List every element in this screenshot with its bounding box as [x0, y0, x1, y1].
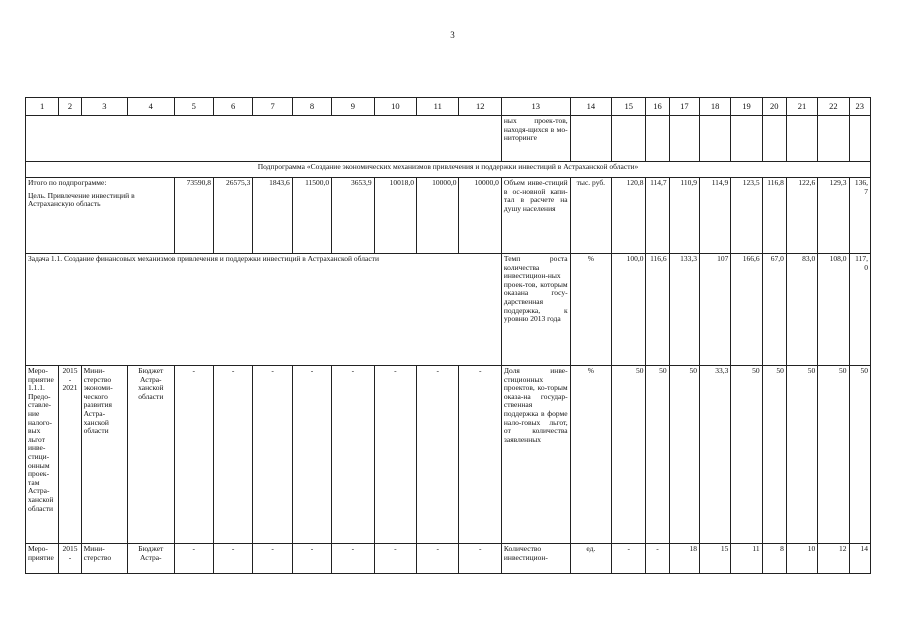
column-header: 16	[646, 98, 669, 116]
total-label-cell	[26, 178, 175, 254]
indicator-value: 18	[669, 544, 699, 574]
indicator-cell: ных проек-тов, находя-щихся в мо-ниторинге	[501, 116, 570, 162]
indicator-value: 133,3	[669, 254, 699, 366]
total-row	[26, 178, 871, 254]
indicator-value: -	[646, 544, 669, 574]
measure-years: 2015 - 2021	[59, 366, 81, 544]
measure-value: -	[459, 366, 501, 544]
column-header: 17	[669, 98, 699, 116]
indicator-value: 116,6	[646, 254, 669, 366]
measure-value: -	[174, 366, 213, 544]
indicator-value: 50	[612, 366, 646, 544]
header-row	[26, 98, 871, 116]
measure-value: -	[374, 366, 416, 544]
measure-value: -	[213, 544, 252, 574]
indicator-value: 116,8	[762, 178, 786, 254]
indicator-cell: Количество инвестицион-	[501, 544, 570, 574]
column-header: 15	[612, 98, 646, 116]
total-value: 26575,3	[213, 178, 252, 254]
indicator-value: 11	[731, 544, 762, 574]
measure-value: -	[253, 544, 292, 574]
indicator-value: 50	[818, 366, 849, 544]
column-header: 1	[26, 98, 59, 116]
column-header: 22	[818, 98, 849, 116]
measure-value: -	[292, 366, 331, 544]
total-value: 1843,6	[253, 178, 292, 254]
total-value: 10018,0	[374, 178, 416, 254]
indicator-value: 14	[849, 544, 870, 574]
indicator-value: 107	[699, 254, 730, 366]
column-header: 20	[762, 98, 786, 116]
indicator-value: 83,0	[786, 254, 817, 366]
column-header: 5	[174, 98, 213, 116]
indicator-value: 122,6	[786, 178, 817, 254]
subprogram-title: Подпрограмма «Создание экономических механизмов привлечения и поддержки инвестиций в Астраханской области»	[26, 162, 871, 178]
measure-value: -	[292, 544, 331, 574]
measure-value: -	[417, 366, 459, 544]
continuation-row	[26, 116, 871, 162]
measure-value: -	[374, 544, 416, 574]
column-header: 14	[570, 98, 611, 116]
indicator-value: 8	[762, 544, 786, 574]
total-value: 10000,0	[417, 178, 459, 254]
measure-row	[26, 544, 871, 574]
measure-value: -	[213, 366, 252, 544]
indicator-cell: Доля инве-стиционных проектов, ко-торым оказа-на государ-ственная поддержка в форме нало-говых льгот, от количества заявленных	[501, 366, 570, 544]
column-header: 19	[731, 98, 762, 116]
total-label: Итого по подпрограмме:	[28, 178, 107, 187]
total-value: 11500,0	[292, 178, 331, 254]
indicator-value: 50	[731, 366, 762, 544]
indicator-value: 50	[762, 366, 786, 544]
column-header: 23	[849, 98, 870, 116]
empty-cell	[26, 116, 502, 162]
indicator-value: 129,3	[818, 178, 849, 254]
column-header: 7	[253, 98, 292, 116]
indicator-value: 50	[849, 366, 870, 544]
indicator-value: 67,0	[762, 254, 786, 366]
indicator-value: 33,3	[699, 366, 730, 544]
column-header: 18	[699, 98, 730, 116]
indicator-value: 10	[786, 544, 817, 574]
program-table	[25, 97, 871, 574]
indicator-value: 50	[646, 366, 669, 544]
column-header: 9	[332, 98, 374, 116]
column-header: 12	[459, 98, 501, 116]
measure-name: Меро-приятие 1.1.1. Предо-ставле-ние налого-вых льгот инве-стици-онным проек-там Астра-ханской области	[26, 366, 59, 544]
measure-years: 2015 -	[59, 544, 81, 574]
measure-value: -	[459, 544, 501, 574]
measure-value: -	[332, 366, 374, 544]
indicator-value: 123,5	[731, 178, 762, 254]
unit-cell: %	[570, 366, 611, 544]
measure-value: -	[332, 544, 374, 574]
indicator-value: 50	[669, 366, 699, 544]
measure-source: Бюджет Астра-	[128, 544, 174, 574]
column-header: 2	[59, 98, 81, 116]
column-header: 11	[417, 98, 459, 116]
indicator-value: 50	[786, 366, 817, 544]
measure-name: Меро-приятие	[26, 544, 59, 574]
measure-executor: Мини-стерство	[81, 544, 127, 574]
indicator-value: -	[612, 544, 646, 574]
total-value: 73590,8	[174, 178, 213, 254]
task-label: Задача 1.1. Создание финансовых механизмов привлечения и поддержки инвестиций в Астраханской области	[26, 254, 502, 366]
indicator-value: 108,0	[818, 254, 849, 366]
column-header: 6	[213, 98, 252, 116]
indicator-value: 114,9	[699, 178, 730, 254]
total-value: 3653,9	[332, 178, 374, 254]
column-header: 8	[292, 98, 331, 116]
indicator-value: 100,0	[612, 254, 646, 366]
indicator-cell: Темп роста количества инвестицион-ных проек-тов, которым оказана госу-дарственная поддержка, к уровню 2013 года	[501, 254, 570, 366]
measure-value: -	[253, 366, 292, 544]
subprogram-row	[26, 162, 871, 178]
indicator-value: 110,9	[669, 178, 699, 254]
column-header: 4	[128, 98, 174, 116]
indicator-value: 117,0	[849, 254, 870, 366]
column-header: 10	[374, 98, 416, 116]
indicator-cell: Объем инве-стиций в ос-новной капи-тал в расчете на душу населения	[501, 178, 570, 254]
column-header: 3	[81, 98, 127, 116]
column-header: 13	[501, 98, 570, 116]
measure-source: Бюджет Астра-ханской области	[128, 366, 174, 544]
task-row	[26, 254, 871, 366]
column-header: 21	[786, 98, 817, 116]
indicator-value: 15	[699, 544, 730, 574]
total-value: 10000,0	[459, 178, 501, 254]
measure-value: -	[417, 544, 459, 574]
indicator-value: 166,6	[731, 254, 762, 366]
page-number: 3	[450, 30, 455, 40]
indicator-value: 136,7	[849, 178, 870, 254]
measure-executor: Мини-стерство экономи-ческого развития Астра-ханской области	[81, 366, 127, 544]
unit-cell: ед.	[570, 544, 611, 574]
unit-cell: %	[570, 254, 611, 366]
unit-cell: тыс. руб.	[570, 178, 611, 254]
indicator-value: 120,8	[612, 178, 646, 254]
measure-row	[26, 366, 871, 544]
goal-label: Цель. Привлечение инвестиций в Астраханскую область	[28, 190, 135, 209]
indicator-value: 114,7	[646, 178, 669, 254]
indicator-value: 12	[818, 544, 849, 574]
measure-value: -	[174, 544, 213, 574]
